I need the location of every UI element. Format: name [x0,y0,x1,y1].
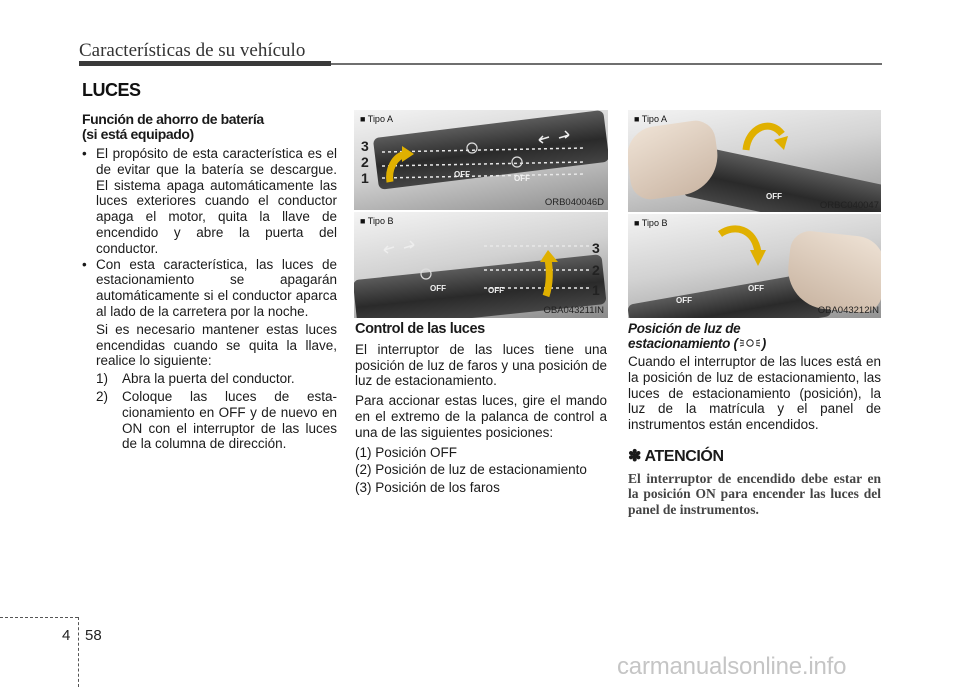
off-marking: OFF [488,286,504,295]
rotation-arrow-icon [384,144,416,184]
lights-control-column [355,322,607,496]
figure-type-label: ■ Tipo A [360,114,393,124]
section-title: LUCES [82,80,141,100]
parking-light-title-line2 [628,337,881,352]
position-number-1: 1 [361,170,369,186]
stalk-detail-lines [354,212,608,318]
figure-code: ORBC040047 [819,200,879,211]
off-marking: OFF [454,170,470,179]
figure-code: ORB040046D [544,197,604,208]
rotation-arrow-icon [534,250,566,298]
position-item-1: (1) Posición OFF [355,444,458,460]
footer-rule-vertical [78,617,80,687]
step-text: Abra la puerta del conductor. [122,371,295,387]
position-number-2: 2 [361,154,369,170]
chapter-number: 4 [62,627,71,644]
parking-title-text: estacionamiento ( [628,335,738,351]
lights-control-p1: El interruptor de las luces tiene una posición de luz de faros y una posición de luz de estacionamiento. [355,341,607,389]
battery-bullet-2: • Con esta característica, las luces de estacionamiento se apagarán automáticamente si el conductor aparca al lado de la carretera por la noche. [82,257,337,320]
off-marking: OFF [748,284,764,293]
running-header: Características de su vehículo [79,40,306,61]
rotation-arrow-icon [740,114,790,160]
parking-light-icon [738,337,762,349]
figure-type-b-stalk [354,212,608,318]
header-rule-accent [79,61,331,66]
off-marking: OFF [676,296,692,305]
position-item-2: (2) Posición de luz de estacionamiento [355,462,587,478]
battery-step-1 [82,371,337,387]
position-item-3: (3) Posición de los faros [355,480,500,496]
battery-saver-title-line2: (si está equipado) [82,126,194,142]
figure-type-label: ■ Tipo B [634,218,668,228]
parking-light-column [628,322,881,517]
parking-light-body: Cuando el interruptor de las luces está en la posición de luz de estacionamiento, las luces de estacionamiento (posición), la luz de la matrícula y el panel de instrumentos están encendidos. [628,354,881,433]
position-number-3: 3 [361,138,369,154]
figure-code: OBA043211IN [543,305,604,316]
attention-body: El interruptor de encendido debe estar en la posición ON para encender las luces del panel de instrumentos. [628,470,881,517]
attention-title: ✽ ATENCIÓN [628,447,724,465]
battery-bullet-1: • El propósito de esta característica es el de evitar que la batería se descargue. El sistema apaga automáticamente las luces exteriores cuando el conductor apaga el motor, quita la llave de encendido y abre la puerta del conductor. [82,146,337,257]
page-number: 58 [85,627,102,644]
lights-control-p2: Para accionar estas luces, gire el mando en el extremo de la palanca de control a una de las siguientes posiciones: [355,393,607,440]
parking-light-title [628,322,881,351]
step-text: Coloque las luces de esta-cionamiento en OFF y de nuevo en ON con el interruptor de las luces de la columna de dirección. [122,388,337,452]
rotation-arrow-icon [714,222,768,270]
footer-rule-horizontal [0,617,78,619]
step-number: 1) [96,371,109,387]
parking-light-title-line1: Posición de luz de [628,321,741,336]
position-number-2: 2 [592,262,600,278]
off-marking: OFF [766,192,782,201]
step-number: 2) [96,388,109,404]
parking-title-text: ) [761,335,766,351]
lights-control-title: Control de las luces [355,321,485,337]
battery-step-2 [82,389,337,452]
battery-paragraph: Si es necesario mantener estas luces encendidas cuando se quita la llave, realice lo siguiente: [96,321,337,369]
figure-type-label: ■ Tipo B [360,216,394,226]
figure-type-a-stalk [354,110,608,210]
off-marking: OFF [514,174,530,183]
battery-saver-column [82,112,337,452]
watermark: carmanualsonline.info [617,653,847,680]
figure-code: OBA043212IN [817,305,879,316]
figure-type-b-hand [628,214,881,318]
position-number-1: 1 [592,282,600,298]
figure-type-label: ■ Tipo A [634,114,667,124]
position-number-3: 3 [592,240,600,256]
battery-saver-title [82,112,337,142]
off-marking: OFF [430,284,446,293]
figure-type-a-hand [628,110,881,212]
header-rule [79,63,882,65]
battery-saver-title-line1: Función de ahorro de batería [82,111,264,127]
